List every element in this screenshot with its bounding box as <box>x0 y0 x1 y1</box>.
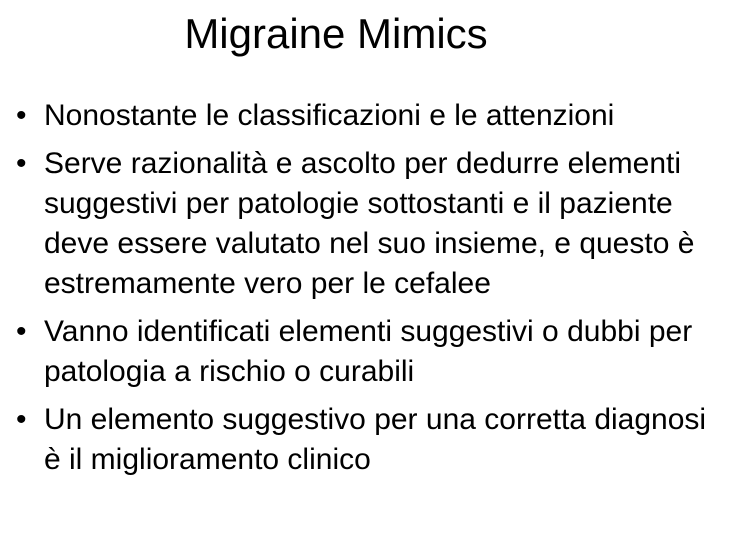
bullet-text: Serve razionalità e ascolto per dedurre elementi suggestivi per patologie sottostanti e il paziente deve essere valutato nel suo insieme, e questo è estremamente vero per le cefalee <box>44 147 695 300</box>
slide-title: Migraine Mimics <box>184 10 488 57</box>
bullet-text: Vanno identificati elementi suggestivi o dubbi per patologia a rischio o curabili <box>44 315 693 388</box>
bullet-list <box>16 96 716 488</box>
bullet-dot-icon: • <box>16 403 27 436</box>
bullet-dot-icon: • <box>16 147 27 180</box>
bullet-dot-icon: • <box>16 315 27 348</box>
bullet-item <box>16 400 716 480</box>
bullet-item <box>16 312 716 392</box>
bullet-dot-icon: • <box>16 99 27 132</box>
bullet-item <box>16 144 716 304</box>
bullet-text: Un elemento suggestivo per una corretta diagnosi è il miglioramento clinico <box>44 403 707 476</box>
bullet-text: Nonostante le classificazioni e le attenzioni <box>44 99 615 132</box>
bullet-item <box>16 96 716 136</box>
